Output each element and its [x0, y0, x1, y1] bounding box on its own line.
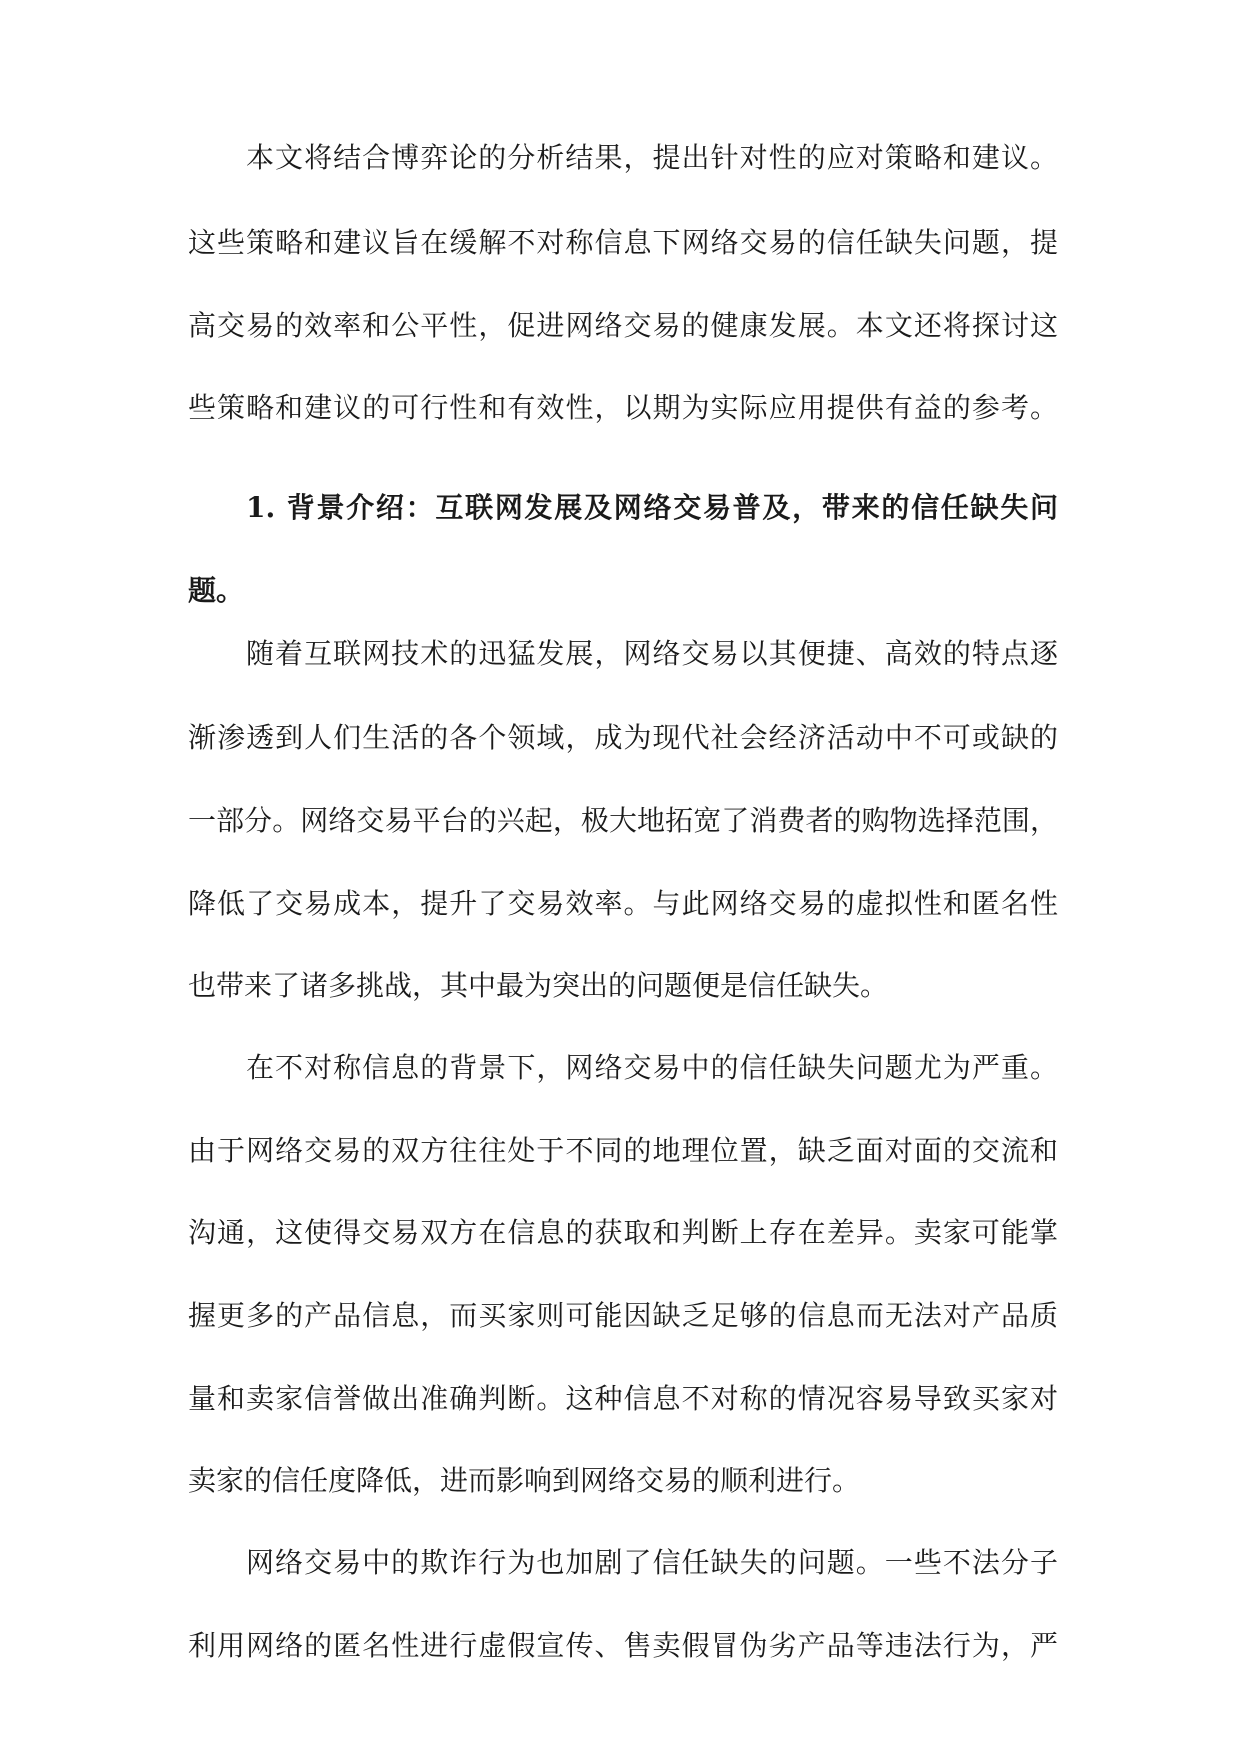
para1-line-4: 降低了交易成本，提升了交易效率。与此网络交易的虚拟性和匿名性: [188, 887, 1058, 920]
para1-line-2: 渐渗透到人们生活的各个领域，成为现代社会经济活动中不可或缺的: [188, 721, 1058, 754]
para3-line-1: 网络交易中的欺诈行为也加剧了信任缺失的问题。一些不法分子: [246, 1546, 1058, 1579]
para2-line-1: 在不对称信息的背景下，网络交易中的信任缺失问题尤为严重。: [246, 1051, 1058, 1084]
intro-line-2: 这些策略和建议旨在缓解不对称信息下网络交易的信任缺失问题，提: [188, 226, 1058, 259]
para1-line-3: 一部分。网络交易平台的兴起，极大地拓宽了消费者的购物选择范围，: [188, 804, 1058, 837]
para2-line-3: 沟通，这使得交易双方在信息的获取和判断上存在差异。卖家可能掌: [188, 1216, 1058, 1249]
intro-line-3: 高交易的效率和公平性，促进网络交易的健康发展。本文还将探讨这: [188, 309, 1058, 342]
para2-line-2: 由于网络交易的双方往往处于不同的地理位置，缺乏面对面的交流和: [188, 1134, 1058, 1167]
para1-line-5: 也带来了诸多挑战，其中最为突出的问题便是信任缺失。: [188, 969, 889, 1002]
para1-line-1: 随着互联网技术的迅猛发展，网络交易以其便捷、高效的特点逐: [246, 637, 1058, 670]
intro-line-1: 本文将结合博弈论的分析结果，提出针对性的应对策略和建议。: [246, 141, 1058, 174]
para3-line-2: 利用网络的匿名性进行虚假宣传、售卖假冒伪劣产品等违法行为，严: [188, 1629, 1058, 1662]
intro-line-4: 些策略和建议的可行性和有效性，以期为实际应用提供有益的参考。: [188, 391, 1058, 424]
section-heading-line-1: 1. 背景介绍：互联网发展及网络交易普及，带来的信任缺失问: [246, 491, 1058, 524]
para2-line-5: 量和卖家信誉做出准确判断。这种信息不对称的情况容易导致买家对: [188, 1382, 1058, 1415]
para2-line-4: 握更多的产品信息，而买家则可能因缺乏足够的信息而无法对产品质: [188, 1299, 1058, 1332]
para2-line-6: 卖家的信任度降低，进而影响到网络交易的顺利进行。: [188, 1464, 861, 1497]
section-heading-line-2: 题。: [188, 574, 245, 607]
